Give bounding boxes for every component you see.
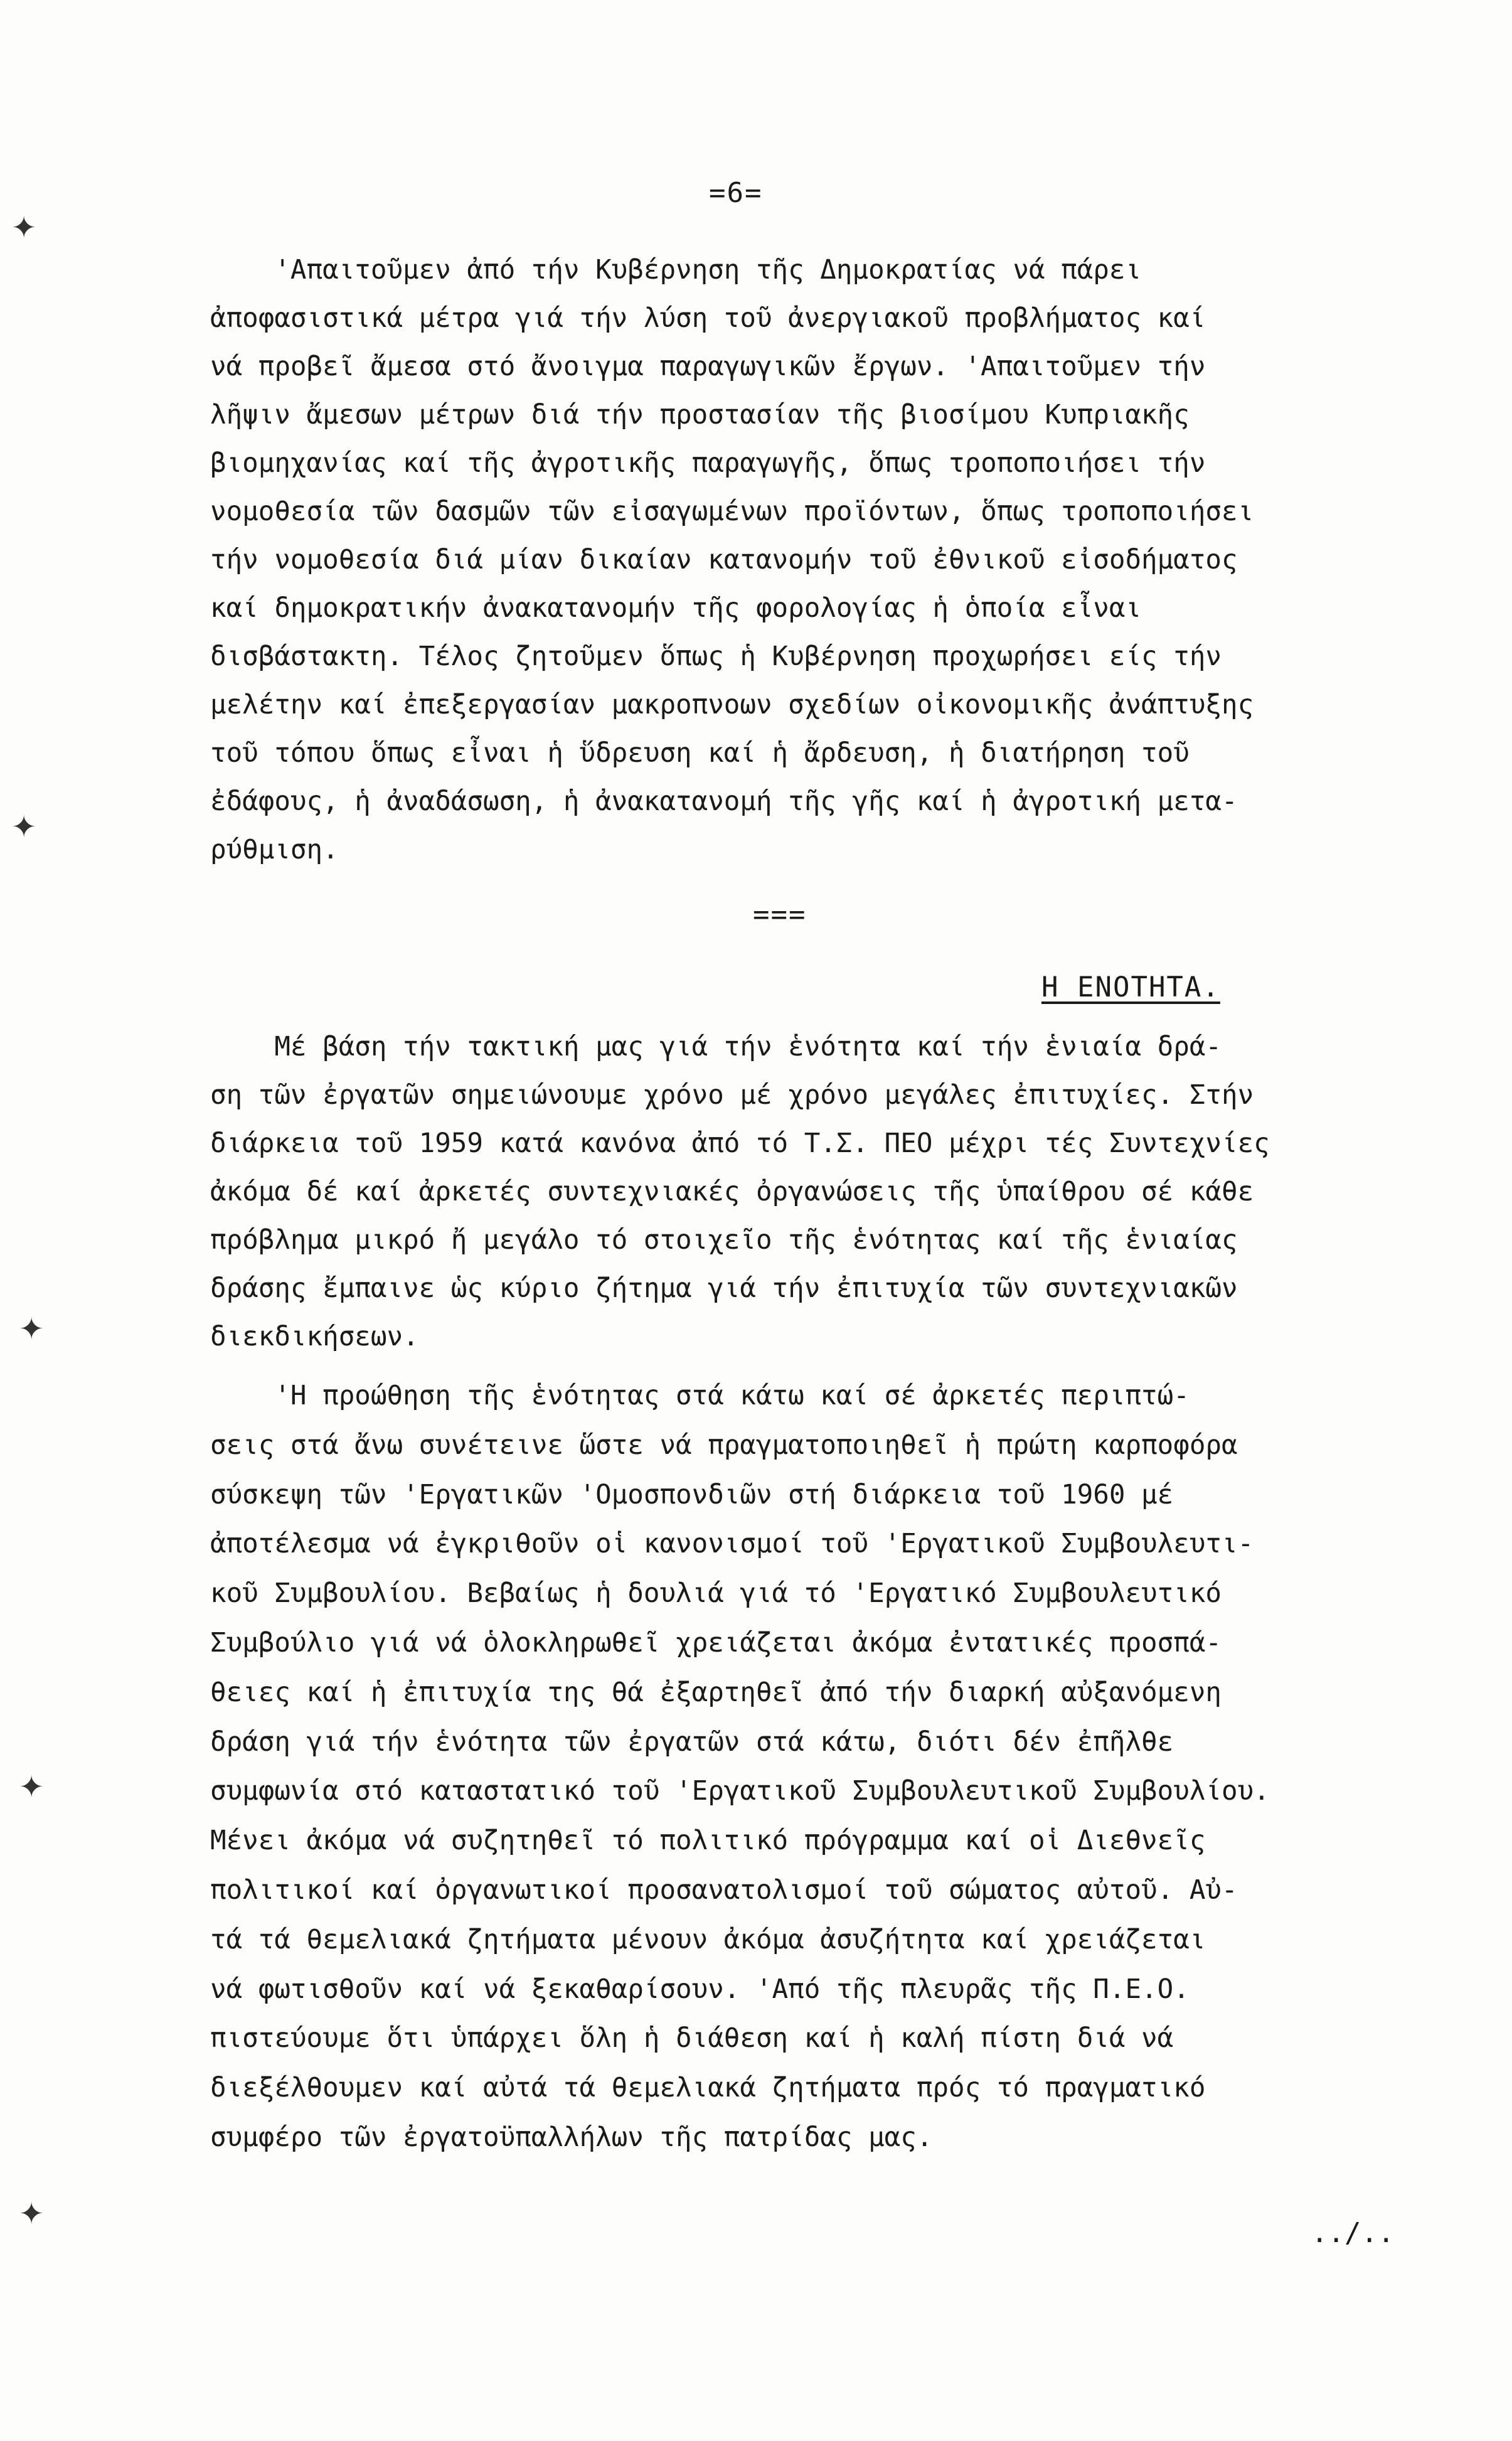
text-line: δράσης ἔμπαινε ὡς κύριο ζήτημα γιά τήν ἐπιτυχία τῶν συντεχνιακῶν (210, 1273, 1238, 1304)
text-line: ἀποφασιστικά μέτρα γιά τήν λύση τοῦ ἀνεργιακοῦ προβλήματος καί (210, 303, 1206, 334)
text-line: 'Απαιτοῦμεν ἀπό τήν Κυβέρνηση τῆς Δημοκρατίας νά πάρει (210, 255, 1142, 286)
text-line: πρόβλημα μικρό ἤ μεγάλο τό στοιχεῖο τῆς ἑνότητας καί τῆς ἑνιαίας (210, 1225, 1238, 1256)
text-line: κοῦ Συμβουλίου. Βεβαίως ἡ δουλιά γιά τό 'Εργατικό Συμβουλευτικό (210, 1578, 1222, 1610)
paragraph-labour-council (210, 1372, 1490, 2163)
paragraph-economic-demands (210, 246, 1490, 874)
page-number: =6= (709, 177, 763, 209)
text-line: δράση γιά τήν ἑνότητα τῶν ἐργατῶν στά κάτω, διότι δέν ἐπῆλθε (210, 1726, 1174, 1758)
text-line: Μένει ἀκόμα νά συζητηθεῖ τό πολιτικό πρόγραμμα καί οἱ Διεθνεῖς (210, 1825, 1206, 1857)
text-line: λῆψιν ἄμεσων μέτρων διά τήν προστασίαν τῆς βιοσίμου Κυπριακῆς (210, 400, 1190, 430)
text-line: Συμβούλιο γιά νά ὁλοκληρωθεῖ χρειάζεται ἀκόμα ἐντατικές προσπά- (210, 1627, 1222, 1658)
text-line: δισβάστακτη. Τέλος ζητοῦμεν ὅπως ἡ Κυβέρνηση προχωρήσει είς τήν (210, 641, 1222, 672)
text-line: Μέ βάση τήν τακτική μας γιά τήν ἑνότητα καί τήν ἑνιαία δρά- (210, 1032, 1222, 1062)
text-line: ρύθμιση. (210, 835, 339, 865)
section-heading: Η ΕΝΟΤΗΤΑ. (1041, 971, 1220, 1003)
section-separator: === (753, 899, 807, 931)
text-line: θειες καί ἡ ἐπιτυχία της θά ἐξαρτηθεῖ ἀπό τήν διαρκή αὐξανόμενη (210, 1677, 1222, 1708)
text-line: σύσκεψη τῶν 'Εργατικῶν 'Ομοσπονδιῶν στή διάρκεια τοῦ 1960 μέ (210, 1479, 1174, 1510)
text-line: διάρκεια τοῦ 1959 κατά κανόνα ἀπό τό Τ.Σ. ΠΕΟ μέχρι τές Συντεχνίες (210, 1128, 1270, 1159)
text-line: νομοθεσία τῶν δασμῶν τῶν εἰσαγωμένων προϊόντων, ὅπως τροποποιήσει (210, 496, 1254, 527)
text-line: διεξέλθουμεν καί αὐτά τά θεμελιακά ζητήματα πρός τό πραγματικό (210, 2073, 1206, 2104)
text-line: μελέτην καί ἐπεξεργασίαν μακροπνοων σχεδίων οἰκονομικῆς ἀνάπτυξης (210, 690, 1254, 720)
text-line: νά φωτισθοῦν καί νά ξεκαθαρίσουν. 'Από τῆς πλευρᾶς τῆς Π.Ε.Ο. (210, 1974, 1190, 2005)
text-line: σεις στά ἄνω συνέτεινε ὥστε νά πραγματοποιηθεῖ ἡ πρώτη καρποφόρα (210, 1429, 1238, 1461)
binding-mark: ✦ (19, 2196, 45, 2231)
text-line: πιστεύουμε ὅτι ὑπάρχει ὅλη ἡ διάθεση καί ἡ καλή πίστη διά νά (210, 2023, 1174, 2054)
text-line: νά προβεῖ ἄμεσα στό ἄνοιγμα παραγωγικῶν ἔργων. 'Απαιτοῦμεν τήν (210, 351, 1206, 382)
binding-mark: ✦ (11, 210, 37, 245)
binding-mark: ✦ (19, 1311, 45, 1347)
continuation-mark: ../.. (1311, 2217, 1395, 2249)
text-line: διεκδικήσεων. (210, 1322, 419, 1352)
text-line: ἀκόμα δέ καί ἀρκετές συντεχνιακές ὀργανώσεις τῆς ὑπαίθρου σέ κάθε (210, 1177, 1254, 1207)
text-line: ἀποτέλεσμα νά ἐγκριθοῦν οἱ κανονισμοί τοῦ 'Εργατικοῦ Συμβουλευτι- (210, 1529, 1254, 1560)
text-line: καί δημοκρατικήν ἀνακατανομήν τῆς φορολογίας ἡ ὁποία εἶναι (210, 593, 1142, 624)
text-line: τήν νομοθεσία διά μίαν δικαίαν κατανομήν τοῦ ἐθνικοῦ εἰσοδήματος (210, 545, 1238, 575)
text-line: πολιτικοί καί ὀργανωτικοί προσανατολισμοί τοῦ σώματος αὐτοῦ. Αὐ- (210, 1874, 1238, 1906)
text-line: ἐδάφους, ἡ ἀναδάσωση, ἡ ἀνακατανομή τῆς γῆς καί ἡ ἀγροτική μετα- (210, 786, 1238, 817)
text-line: 'Η προώθηση τῆς ἑνότητας στά κάτω καί σέ ἀρκετές περιπτώ- (210, 1381, 1190, 1411)
text-line: συμφωνία στό καταστατικό τοῦ 'Εργατικοῦ Συμβουλευτικοῦ Συμβουλίου. (210, 1776, 1270, 1807)
text-line: τοῦ τόπου ὅπως εἶναι ἡ ὕδρευση καί ἡ ἄρδευση, ἡ διατήρηση τοῦ (210, 738, 1190, 769)
paragraph-unity-achievements (210, 1023, 1490, 1361)
text-line: τά τά θεμελιακά ζητήματα μένουν ἀκόμα ἀσυζήτητα καί χρειάζεται (210, 1924, 1206, 1955)
text-line: βιομηχανίας καί τῆς ἀγροτικῆς παραγωγῆς, ὅπως τροποποιήσει τήν (210, 448, 1206, 479)
text-line: συμφέρο τῶν ἐργατοϋπαλλήλων τῆς πατρίδας μας. (210, 2122, 933, 2153)
binding-mark: ✦ (11, 809, 37, 845)
text-line: ση τῶν ἐργατῶν σημειώνουμε χρόνο μέ χρόνο μεγάλες ἐπιτυχίες. Στήν (210, 1080, 1254, 1111)
binding-mark: ✦ (19, 1770, 45, 1805)
